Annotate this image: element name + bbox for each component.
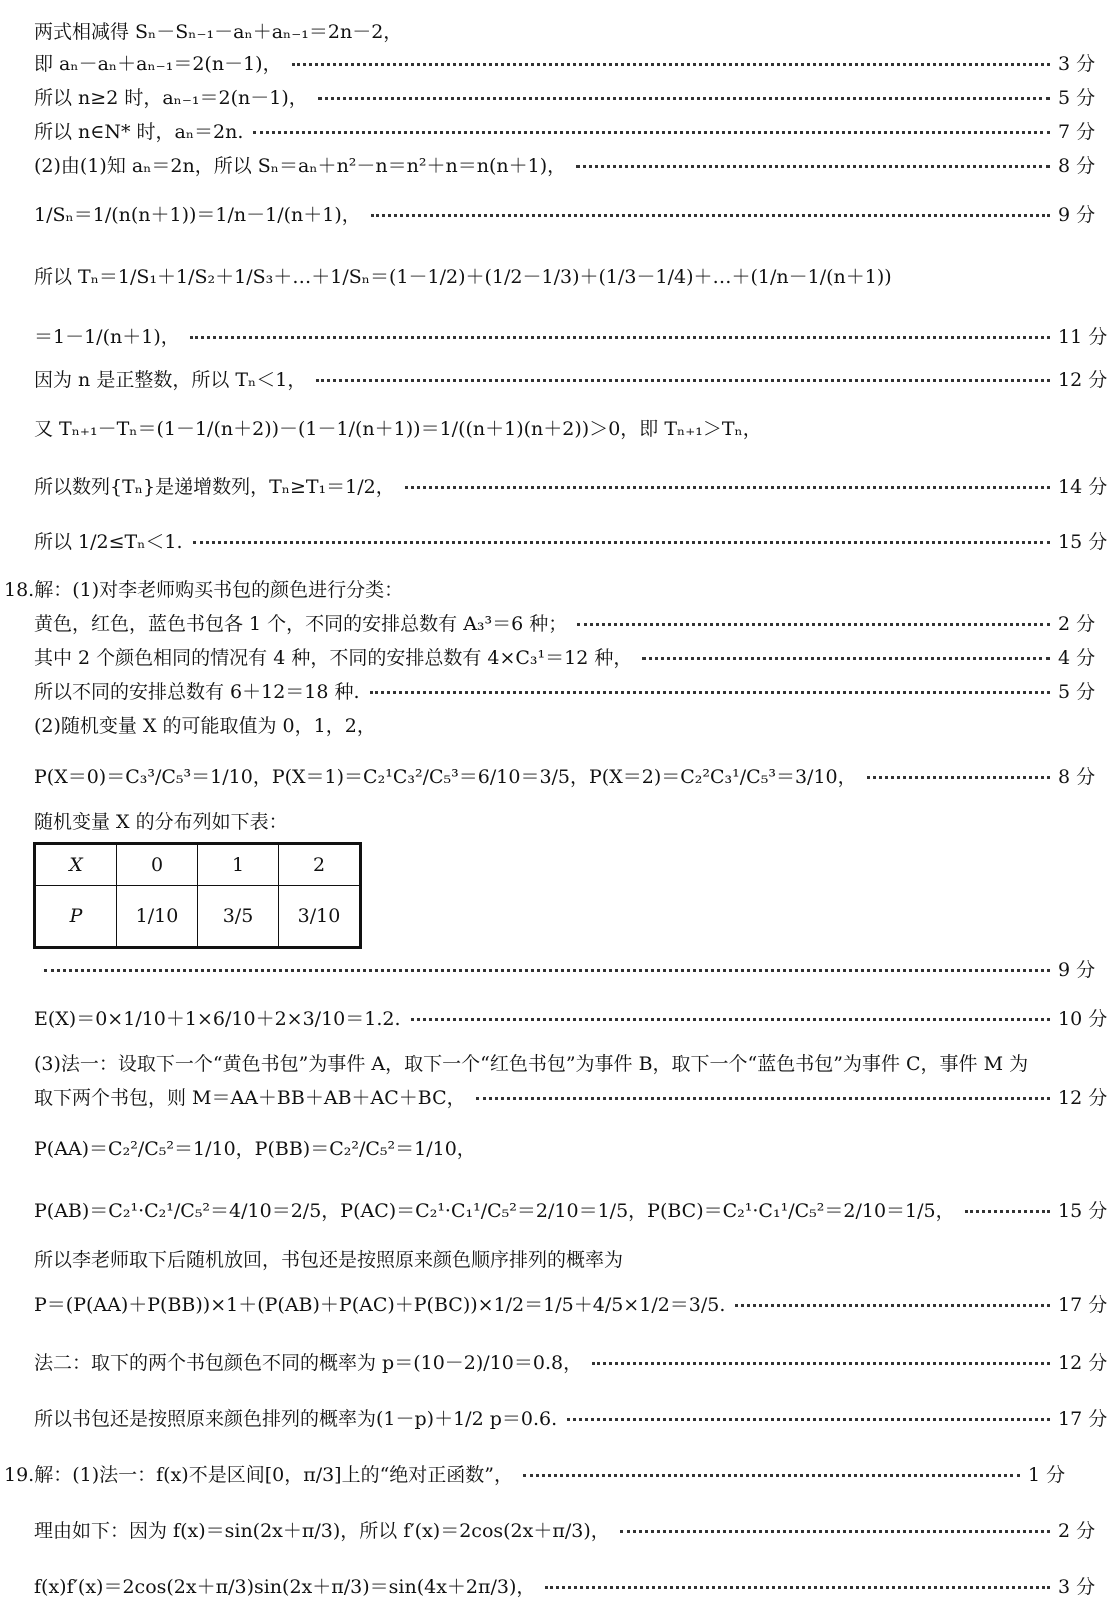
solution-line-4 xyxy=(0,116,1114,144)
dot-leader xyxy=(592,1362,1050,1365)
dot-leader xyxy=(642,657,1050,660)
score-label: 4 分 xyxy=(1058,646,1096,669)
solution-line-15 xyxy=(0,642,1114,670)
score-label: 14 分 xyxy=(1058,475,1108,498)
dot-leader xyxy=(567,1418,1050,1421)
solution-line-17 xyxy=(0,710,1114,738)
solution-line-11 xyxy=(0,468,1114,502)
score-label: 7 分 xyxy=(1058,120,1096,143)
dot-leader xyxy=(190,336,1050,339)
solution-line-12 xyxy=(0,523,1114,557)
line-text: 18.解：(1)对李老师购买书包的颜色进行分类： xyxy=(4,578,404,601)
solution-line-22 xyxy=(0,1048,1114,1076)
solution-line-10 xyxy=(0,410,1114,444)
table-cell: 1 xyxy=(198,844,279,886)
dot-leader xyxy=(370,691,1050,694)
score-label: 12 分 xyxy=(1058,368,1108,391)
solution-line-25 xyxy=(0,1192,1114,1226)
score-label: 1 分 xyxy=(1028,1463,1066,1486)
score-label: 17 分 xyxy=(1058,1293,1108,1316)
score-label: 2 分 xyxy=(1058,612,1096,635)
score-label: 10 分 xyxy=(1058,1007,1108,1030)
table-cell: 3/5 xyxy=(198,886,279,948)
line-text: 取下两个书包，则 M＝AA＋BB＋AB＋AC＋BC， xyxy=(34,1086,466,1109)
solution-line-21 xyxy=(0,1000,1114,1034)
table-cell: 3/10 xyxy=(279,886,361,948)
solution-line-7 xyxy=(0,258,1114,292)
score-label: 12 分 xyxy=(1058,1351,1108,1374)
dot-leader xyxy=(735,1304,1050,1307)
solution-line-1 xyxy=(0,16,1114,44)
dot-leader xyxy=(577,623,1050,626)
solution-line-5 xyxy=(0,150,1114,178)
line-text: 所以李老师取下后随机放回，书包还是按照原来颜色顺序排列的概率为 xyxy=(34,1248,624,1271)
solution-line-23 xyxy=(0,1082,1114,1110)
line-text: P＝(P(AA)＋P(BB))×1＋(P(AB)＋P(AC)＋P(BC))×1/2＝1/5＋4/5×1/2＝3/5. xyxy=(34,1293,726,1316)
score-label: 3 分 xyxy=(1058,52,1096,75)
solution-line-3 xyxy=(0,82,1114,110)
score-label: 15 分 xyxy=(1058,1199,1108,1222)
score-label: 8 分 xyxy=(1058,154,1096,177)
score-label: 5 分 xyxy=(1058,680,1096,703)
solution-line-27 xyxy=(0,1286,1114,1320)
score-label: 17 分 xyxy=(1058,1407,1108,1430)
table-row xyxy=(35,886,361,948)
table-cell: 1/10 xyxy=(117,886,198,948)
score-label: 3 分 xyxy=(1058,1575,1096,1598)
score-label: 15 分 xyxy=(1058,530,1108,553)
line-text: 理由如下：因为 f(x)＝sin(2x＋π/3)，所以 f′(x)＝2cos(2x＋π/3)， xyxy=(34,1519,610,1542)
dot-leader xyxy=(523,1474,1020,1477)
solution-line-14 xyxy=(0,608,1114,636)
dot-leader xyxy=(867,776,1050,779)
line-text: 所以数列{Tₙ}是递增数列，Tₙ≥T₁＝1/2， xyxy=(34,475,395,498)
dot-leader xyxy=(476,1097,1050,1100)
line-text: 法二：取下的两个书包颜色不同的概率为 p＝(10－2)/10＝0.8， xyxy=(34,1351,583,1374)
solution-line-16 xyxy=(0,676,1114,704)
dot-leader xyxy=(620,1530,1050,1533)
solution-line-31 xyxy=(0,1512,1114,1546)
line-text: P(AA)＝C₂²/C₅²＝1/10，P(BB)＝C₂²/C₅²＝1/10， xyxy=(34,1137,476,1160)
line-text: 黄色，红色，蓝色书包各 1 个，不同的安排总数有 A₃³＝6 种； xyxy=(34,612,568,635)
solution-line-9 xyxy=(0,364,1114,392)
line-text: 所以书包还是按照原来颜色排列的概率为(1－p)＋1/2 p＝0.6. xyxy=(34,1407,558,1430)
solution-line-6 xyxy=(0,196,1114,230)
line-text: (3)法一：设取下一个“黄色书包”为事件 A，取下一个“红色书包”为事件 B，取下一个“蓝色书包”为事件 C，事件 M 为 xyxy=(34,1052,1029,1075)
solution-line-19 xyxy=(0,806,1114,834)
solution-line-32 xyxy=(0,1568,1114,1602)
solution-line-28 xyxy=(0,1344,1114,1378)
line-text: 因为 n 是正整数，所以 Tₙ＜1， xyxy=(34,368,307,391)
line-text: P(AB)＝C₂¹·C₂¹/C₅²＝4/10＝2/5，P(AC)＝C₂¹·C₁¹/C₅²＝2/10＝1/5，P(BC)＝C₂¹·C₁¹/C₅²＝2/10＝1/5， xyxy=(34,1199,955,1222)
table-cell: P xyxy=(35,886,117,948)
line-text: 所以 n≥2 时，aₙ₋₁＝2(n－1)， xyxy=(34,86,308,109)
score-label: 2 分 xyxy=(1058,1519,1096,1542)
dot-leader xyxy=(405,486,1050,489)
line-text: 所以 1/2≤Tₙ＜1. xyxy=(34,530,183,553)
solution-line-29 xyxy=(0,1400,1114,1434)
solution-line-26 xyxy=(0,1244,1114,1272)
line-text: f(x)f′(x)＝2cos(2x＋π/3)sin(2x＋π/3)＝sin(4x＋2π/3)， xyxy=(34,1575,536,1598)
dot-leader xyxy=(316,379,1050,382)
score-label: 8 分 xyxy=(1058,765,1096,788)
dot-leader xyxy=(253,131,1050,134)
solution-line-18 xyxy=(0,758,1114,792)
line-text: 所以不同的安排总数有 6＋12＝18 种. xyxy=(34,680,360,703)
problem-18-heading xyxy=(0,574,1084,602)
line-text: P(X＝0)＝C₃³/C₅³＝1/10，P(X＝1)＝C₂¹C₃²/C₅³＝6/10＝3/5，P(X＝2)＝C₂²C₃¹/C₅³＝3/10， xyxy=(34,765,857,788)
line-text: ＝1－1/(n＋1)， xyxy=(34,325,180,348)
line-text: 19.解：(1)法一：f(x)不是区间[0，π/3]上的“绝对正函数”， xyxy=(4,1463,514,1486)
dot-leader xyxy=(371,214,1050,217)
line-text: (2)随机变量 X 的可能取值为 0，1，2， xyxy=(34,714,376,737)
dot-leader xyxy=(44,969,1050,972)
table-cell: 2 xyxy=(279,844,361,886)
line-text: E(X)＝0×1/10＋1×6/10＋2×3/10＝1.2. xyxy=(34,1007,401,1030)
dot-leader xyxy=(193,541,1050,544)
solution-line-20 xyxy=(0,954,1114,982)
table-cell: 0 xyxy=(117,844,198,886)
dot-leader xyxy=(545,1586,1050,1589)
line-text: 1/Sₙ＝1/(n(n＋1))＝1/n－1/(n＋1)， xyxy=(34,203,361,226)
line-text: 所以 n∈N* 时，aₙ＝2n. xyxy=(34,120,244,143)
dot-leader xyxy=(292,63,1050,66)
table-row xyxy=(35,844,361,886)
dot-leader xyxy=(318,97,1050,100)
score-label: 5 分 xyxy=(1058,86,1096,109)
dot-leader xyxy=(411,1018,1050,1021)
dot-leader xyxy=(576,165,1050,168)
solution-line-8 xyxy=(0,318,1114,352)
score-label: 11 分 xyxy=(1058,325,1108,348)
line-text: 其中 2 个颜色相同的情况有 4 种，不同的安排总数有 4×C₃¹＝12 种， xyxy=(34,646,633,669)
problem-19-heading xyxy=(0,1456,1084,1490)
score-label: 12 分 xyxy=(1058,1086,1108,1109)
line-text: (2)由(1)知 aₙ＝2n，所以 Sₙ＝aₙ＋n²－n＝n²＋n＝n(n＋1)， xyxy=(34,154,567,177)
line-text: 又 Tₙ₊₁－Tₙ＝(1－1/(n＋2))－(1－1/(n＋1))＝1/((n＋1)(n＋2))＞0，即 Tₙ₊₁＞Tₙ， xyxy=(34,417,762,440)
table-cell: X xyxy=(35,844,117,886)
score-label: 9 分 xyxy=(1058,203,1096,226)
line-text: 两式相减得 Sₙ－Sₙ₋₁－aₙ＋aₙ₋₁＝2n－2， xyxy=(34,20,403,43)
distribution-table xyxy=(33,842,362,949)
score-label: 9 分 xyxy=(1058,958,1096,981)
solution-line-2 xyxy=(0,48,1114,76)
solution-line-24 xyxy=(0,1130,1114,1164)
line-text: 即 aₙ－aₙ＋aₙ₋₁＝2(n－1)， xyxy=(34,52,282,75)
dot-leader xyxy=(965,1210,1050,1213)
line-text: 随机变量 X 的分布列如下表： xyxy=(34,810,288,833)
line-text: 所以 Tₙ＝1/S₁＋1/S₂＋1/S₃＋…＋1/Sₙ＝(1－1/2)＋(1/2－1/3)＋(1/3－1/4)＋…＋(1/n－1/(n＋1)) xyxy=(34,265,892,288)
